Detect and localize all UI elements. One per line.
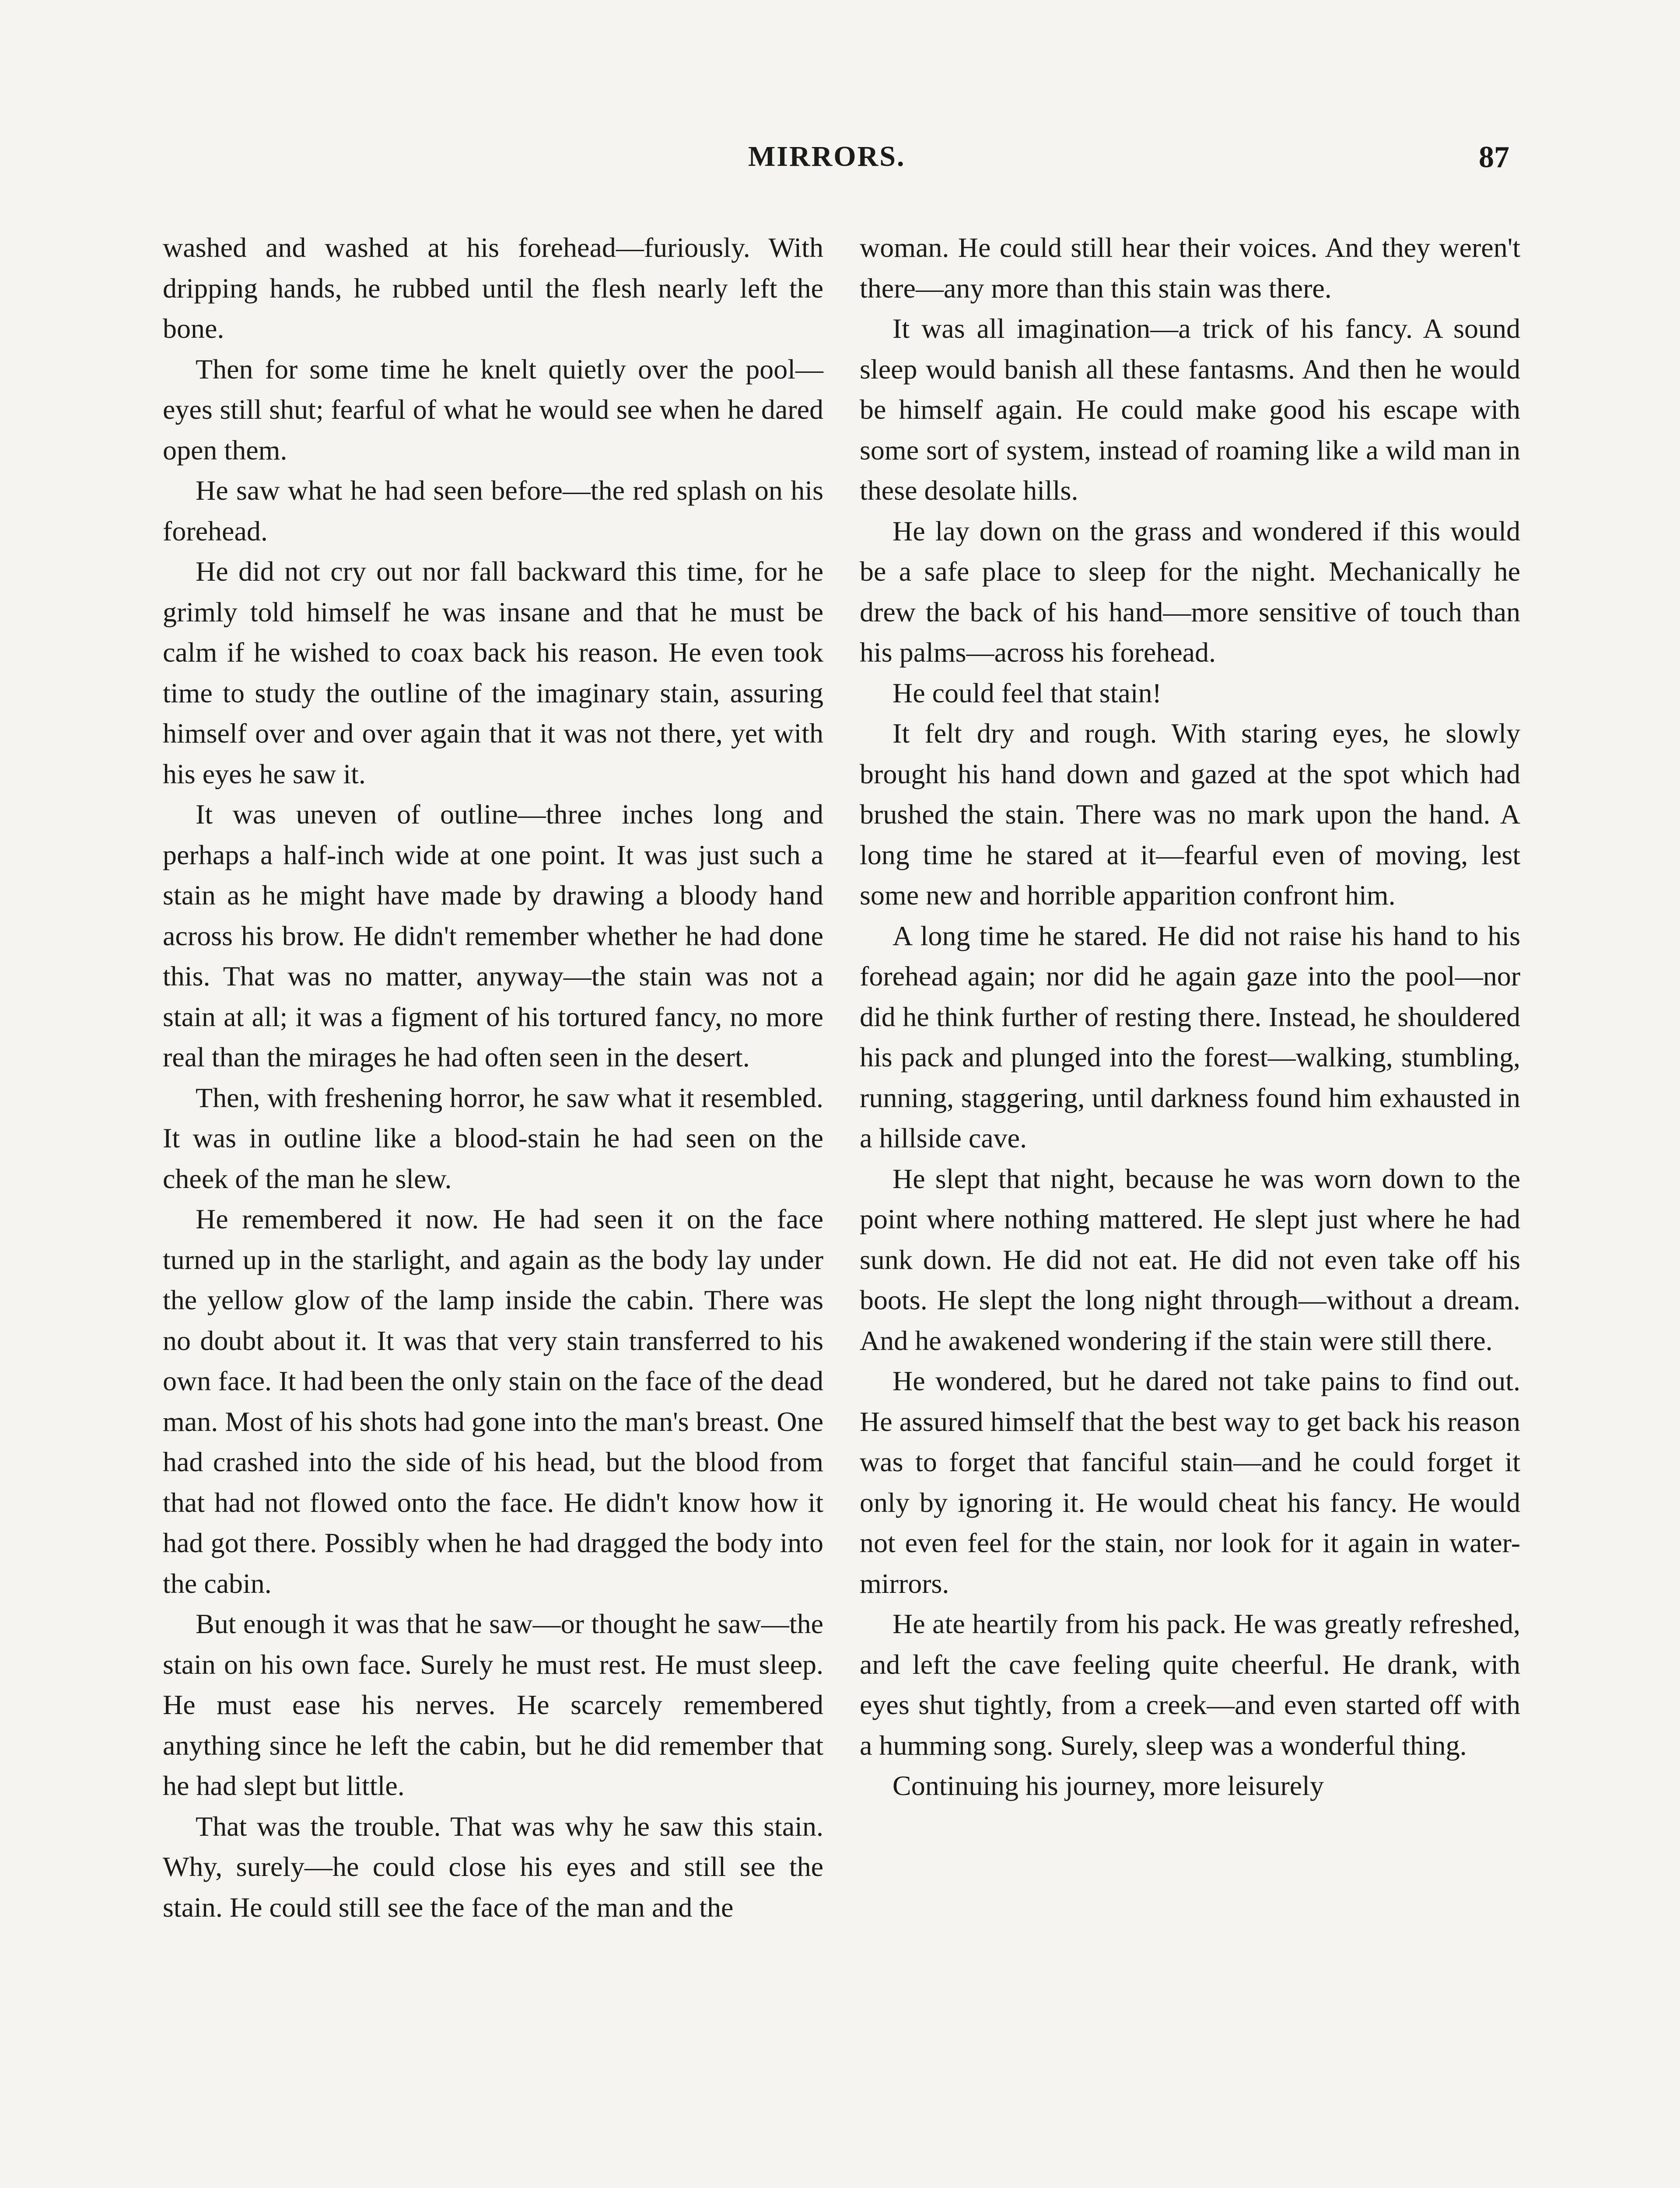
paragraph: He did not cry out nor fall backward this time, for he grimly told himself he was insane and that he must be calm if he wished to coax back his reason. He even took time to study the outline of the imaginary stain, assuring himself over and over again that it was not there, yet with his eyes he saw it. <box>163 556 823 789</box>
paragraph: washed and washed at his forehead—furiously. With dripping hands, he rubbed until the flesh nearly left the bone. <box>163 232 823 344</box>
paragraph: It was uneven of outline—three inches long and perhaps a half-inch wide at one point. It was just such a stain as he might have made by drawing a bloody hand across his brow. He didn't remember whether he had done this. That was no matter, anyway—the stain was not a stain at all; it was a figment of his tortured fancy, no more real than the mirages he had often seen in the desert. <box>163 799 823 1073</box>
paragraph: But enough it was that he saw—or thought he saw—the stain on his own face. Surely he must rest. He must sleep. He must ease his nerves. He scarcely remembered anything since he left the cabin, but he did remember that he had slept but little. <box>163 1608 823 1801</box>
paragraph: It was all imagination—a trick of his fancy. A sound sleep would banish all these fantasms. And then he would be himself again. He could make good his escape with some sort of system, instead of roaming like a wild man in these desolate hills. <box>860 313 1520 506</box>
paragraph: He saw what he had seen before—the red splash on his forehead. <box>163 475 823 547</box>
paragraph: He lay down on the grass and wondered if this would be a safe place to sleep for the night. Mechanically he drew the back of his hand—more sensitive of touch than his palms—across his forehead. <box>860 515 1520 668</box>
left-column <box>163 228 823 1928</box>
paragraph: Then for some time he knelt quietly over the pool—eyes still shut; fearful of what he would see when he dared open them. <box>163 353 823 466</box>
paragraph: That was the trouble. That was why he saw this stain. Why, surely—he could close his eyes and still see the stain. He could still see the face of the man and the <box>163 1810 823 1923</box>
paragraph: It felt dry and rough. With staring eyes, he slowly brought his hand down and gazed at the spot which had brushed the stain. There was no mark upon the hand. A long time he stared at it—fearful even of moving, lest some new and horrible apparition confront him. <box>860 718 1520 911</box>
paragraph: He ate heartily from his pack. He was greatly refreshed, and left the cave feeling quite cheerful. He drank, with eyes shut tightly, from a creek—and even started off with a humming song. Surely, sleep was a wonderful thing. <box>860 1608 1520 1761</box>
paragraph: He could feel that stain! <box>892 677 1162 708</box>
paragraph: woman. He could still hear their voices. And they weren't there—any more than this stain was there. <box>860 232 1520 304</box>
running-head: MIRRORS. <box>748 140 906 172</box>
right-column <box>860 228 1520 1806</box>
paragraph: He wondered, but he dared not take pains to find out. He assured himself that the best way to get back his reason was to forget that fanciful stain—and he could forget it only by ignoring it. He would cheat his fancy. He would not even feel for the stain, nor look for it again in water-mirrors. <box>860 1365 1520 1599</box>
paragraph: A long time he stared. He did not raise his hand to his forehead again; nor did he again gaze into the pool—nor did he think further of resting there. Instead, he shouldered his pack and plunged into the forest—walking, stumbling, running, staggering, until darkness found him exhausted in a hillside cave. <box>860 920 1520 1154</box>
paragraph: He remembered it now. He had seen it on the face turned up in the starlight, and again as the body lay under the yellow glow of the lamp inside the cabin. There was no doubt about it. It was that very stain transferred to his own face. It had been the only stain on the face of the dead man. Most of his shots had gone into the man's breast. One had crashed into the side of his head, but the blood from that had not flowed onto the face. He didn't know how it had got there. Possibly when he had dragged the body into the cabin. <box>163 1203 823 1599</box>
paragraph: Continuing his journey, more leisurely <box>892 1770 1324 1801</box>
page-number: 87 <box>1479 140 1509 174</box>
paragraph: He slept that night, because he was worn down to the point where nothing mattered. He slept just where he had sunk down. He did not eat. He did not even take off his boots. He slept the long night through—without a dream. And he awakened wondering if the stain were still there. <box>860 1163 1520 1356</box>
paragraph: Then, with freshening horror, he saw what it resembled. It was in outline like a blood-stain he had seen on the cheek of the man he slew. <box>163 1082 823 1194</box>
